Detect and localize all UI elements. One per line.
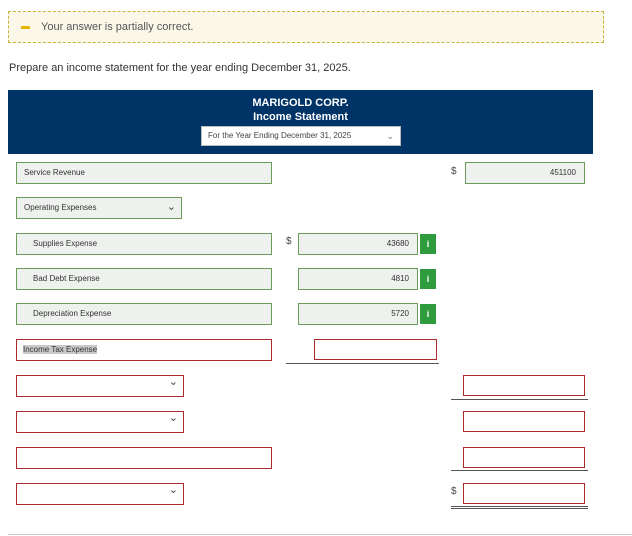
supplies-expense-label-field[interactable] [16,233,272,255]
empty-dropdown-4[interactable] [16,483,184,505]
service-revenue-label: Service Revenue [24,168,85,177]
chevron-down-icon: ⌄ [168,484,178,496]
bad-debt-expense-value: 4810 [391,274,409,283]
chevron-down-icon: ⌄ [168,412,178,424]
net-income-amount[interactable] [463,483,585,504]
total-rule [451,399,588,400]
chevron-down-icon: ⌄ [168,376,178,388]
dollar-sign: $ [286,236,292,247]
income-tax-expense-label: Income Tax Expense [23,345,98,354]
empty-amount-3[interactable] [463,447,585,468]
supplies-expense-value: 43680 [386,239,409,248]
empty-dropdown-2[interactable] [16,411,184,433]
depreciation-expense-label-field[interactable] [16,303,272,325]
depreciation-expense-value: 5720 [391,309,409,318]
bad-debt-expense-label-field[interactable] [16,268,272,290]
bad-debt-expense-amount[interactable] [298,268,418,290]
double-rule-top [451,506,588,507]
statement-title: Income Statement [253,111,348,123]
depreciation-expense-label: Depreciation Expense [33,309,112,318]
notice-text: Your answer is partially correct. [41,21,194,33]
partial-correct-notice [8,11,604,43]
depreciation-expense-amount[interactable] [298,303,418,325]
service-revenue-amount[interactable] [465,162,585,184]
chevron-down-icon: ⌄ [386,131,394,141]
company-name: MARIGOLD CORP. [252,97,349,109]
service-revenue-label-field[interactable] [16,162,272,184]
operating-expenses-select[interactable] [16,197,182,219]
period-value: For the Year Ending December 31, 2025 [208,131,352,140]
info-icon[interactable]: i [420,304,436,324]
bad-debt-expense-label: Bad Debt Expense [33,274,100,283]
chevron-down-icon: ⌄ [166,201,176,213]
empty-dropdown-1[interactable] [16,375,184,397]
service-revenue-value: 451100 [549,168,576,177]
supplies-expense-amount[interactable] [298,233,418,255]
statement-header [8,90,593,154]
total-rule [451,470,588,471]
period-select[interactable] [201,126,401,146]
info-icon[interactable]: i [420,234,436,254]
double-rule-bottom [451,508,588,509]
dollar-sign: $ [451,486,457,497]
question-prompt: Prepare an income statement for the year ending December 31, 2025. [9,62,351,74]
income-tax-expense-amount[interactable] [314,339,437,360]
empty-amount-2[interactable] [463,411,585,432]
empty-label-field-3[interactable] [16,447,272,469]
info-icon[interactable]: i [420,269,436,289]
dollar-sign: $ [451,166,457,177]
bottom-divider [8,534,632,535]
subtotal-rule [286,363,439,364]
empty-amount-1[interactable] [463,375,585,396]
operating-expenses-label: Operating Expenses [24,203,97,212]
supplies-expense-label: Supplies Expense [33,239,98,248]
partial-dash-icon [21,26,30,29]
income-tax-expense-label-field[interactable] [16,339,272,361]
